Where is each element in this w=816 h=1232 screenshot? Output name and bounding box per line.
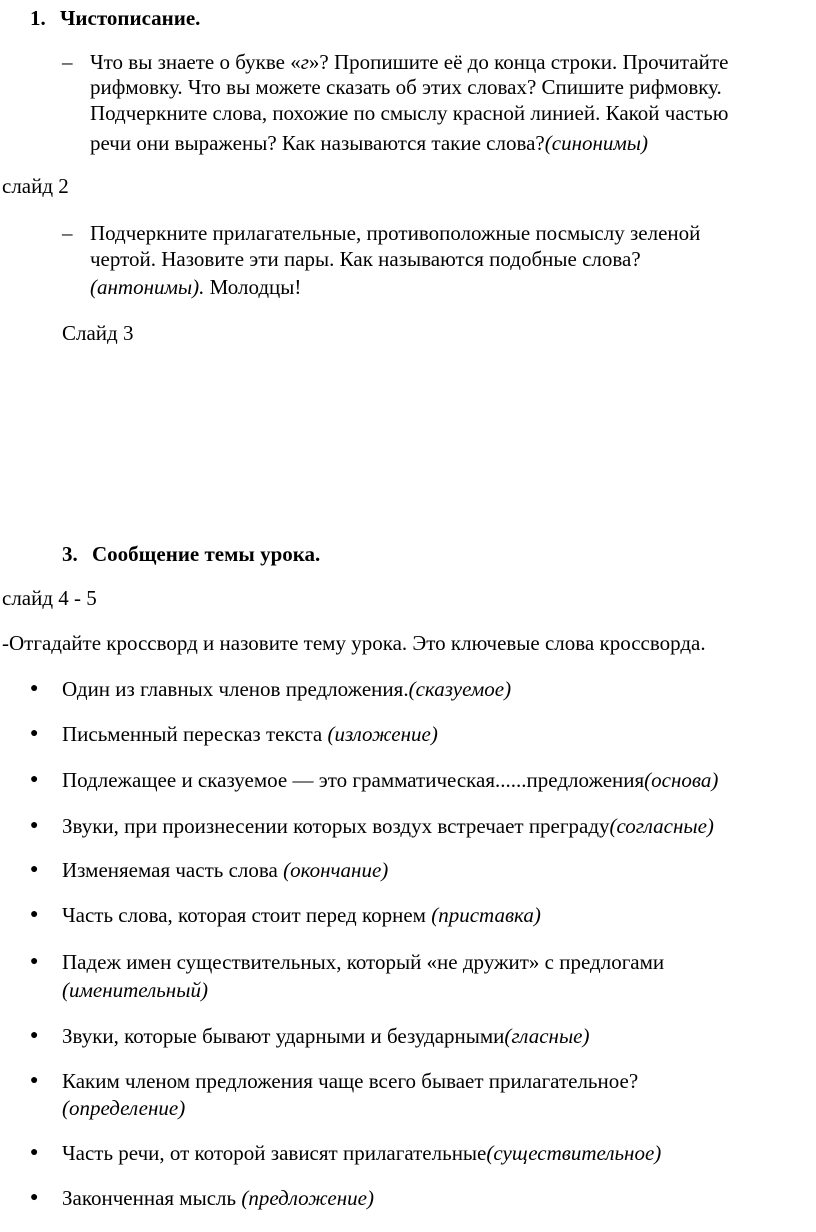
bullet-icon: ● xyxy=(30,1145,39,1160)
para1-line1: Что вы знаете о букве «г»? Пропишите её до конца строки. Прочитайте xyxy=(90,50,729,74)
dash-marker: – xyxy=(62,50,73,74)
slide-4-5-label: слайд 4 - 5 xyxy=(2,586,97,610)
list-item-answer: (именительный) xyxy=(62,978,208,1002)
list-item: Один из главных членов предложения.(сказуемое) xyxy=(62,677,512,701)
section3-heading: Сообщение темы урока. xyxy=(92,542,321,566)
list-item: Изменяемая часть слова (окончание) xyxy=(62,858,389,882)
section3-number: 3. xyxy=(62,542,78,566)
para1-line3: Подчеркните слова, похожие по смыслу красной линией. Какой частью xyxy=(90,101,729,125)
list-item: Звуки, которые бывают ударными и безударными(гласные) xyxy=(62,1024,590,1048)
list-item-answer: (определение) xyxy=(62,1096,186,1120)
crossword-intro: -Отгадайте кроссворд и назовите тему урока. Это ключевые слова кроссворда. xyxy=(2,631,706,655)
slide-2-label: слайд 2 xyxy=(2,174,69,198)
bullet-icon: ● xyxy=(30,818,39,833)
dash-marker: – xyxy=(62,221,73,245)
para1-line2: рифмовку. Что вы можете сказать об этих словах? Спишите рифмовку. xyxy=(90,75,722,99)
bullet-icon: ● xyxy=(30,862,39,877)
bullet-icon: ● xyxy=(30,772,39,787)
list-item: Часть речи, от которой зависят прилагательные(существительное) xyxy=(62,1141,662,1165)
bullet-icon: ● xyxy=(30,1190,39,1205)
list-item: Часть слова, которая стоит перед корнем (приставка) xyxy=(62,903,541,927)
bullet-icon: ● xyxy=(30,681,39,696)
para2-line1: Подчеркните прилагательные, противоположные посмыслу зеленой xyxy=(90,221,701,245)
para2-line3: (антонимы). Молодцы! xyxy=(90,275,302,299)
list-item: Законченная мысль (предложение) xyxy=(62,1186,374,1210)
bullet-icon: ● xyxy=(30,954,39,969)
para1-line4: речи они выражены? Как называются такие слова?(синонимы) xyxy=(90,131,649,155)
bullet-icon: ● xyxy=(30,1028,39,1043)
section1-heading: Чистописание. xyxy=(60,6,201,30)
list-item: Письменный пересказ текста (изложение) xyxy=(62,722,438,746)
bullet-icon: ● xyxy=(30,726,39,741)
bullet-icon: ● xyxy=(30,907,39,922)
section1-number: 1. xyxy=(30,6,46,30)
slide-3-label: Слайд 3 xyxy=(62,321,134,345)
list-item: Звуки, при произнесении которых воздух встречает преграду(согласные) xyxy=(62,814,714,838)
list-item: Подлежащее и сказуемое — это грамматическая......предложения(основа) xyxy=(62,768,719,792)
bullet-icon: ● xyxy=(30,1073,39,1088)
para2-line2: чертой. Назовите эти пары. Как называются подобные слова? xyxy=(90,247,641,271)
list-item: Падеж имен существительных, который «не дружит» с предлогами xyxy=(62,950,665,974)
list-item: Каким членом предложения чаще всего бывает прилагательное? xyxy=(62,1069,639,1093)
